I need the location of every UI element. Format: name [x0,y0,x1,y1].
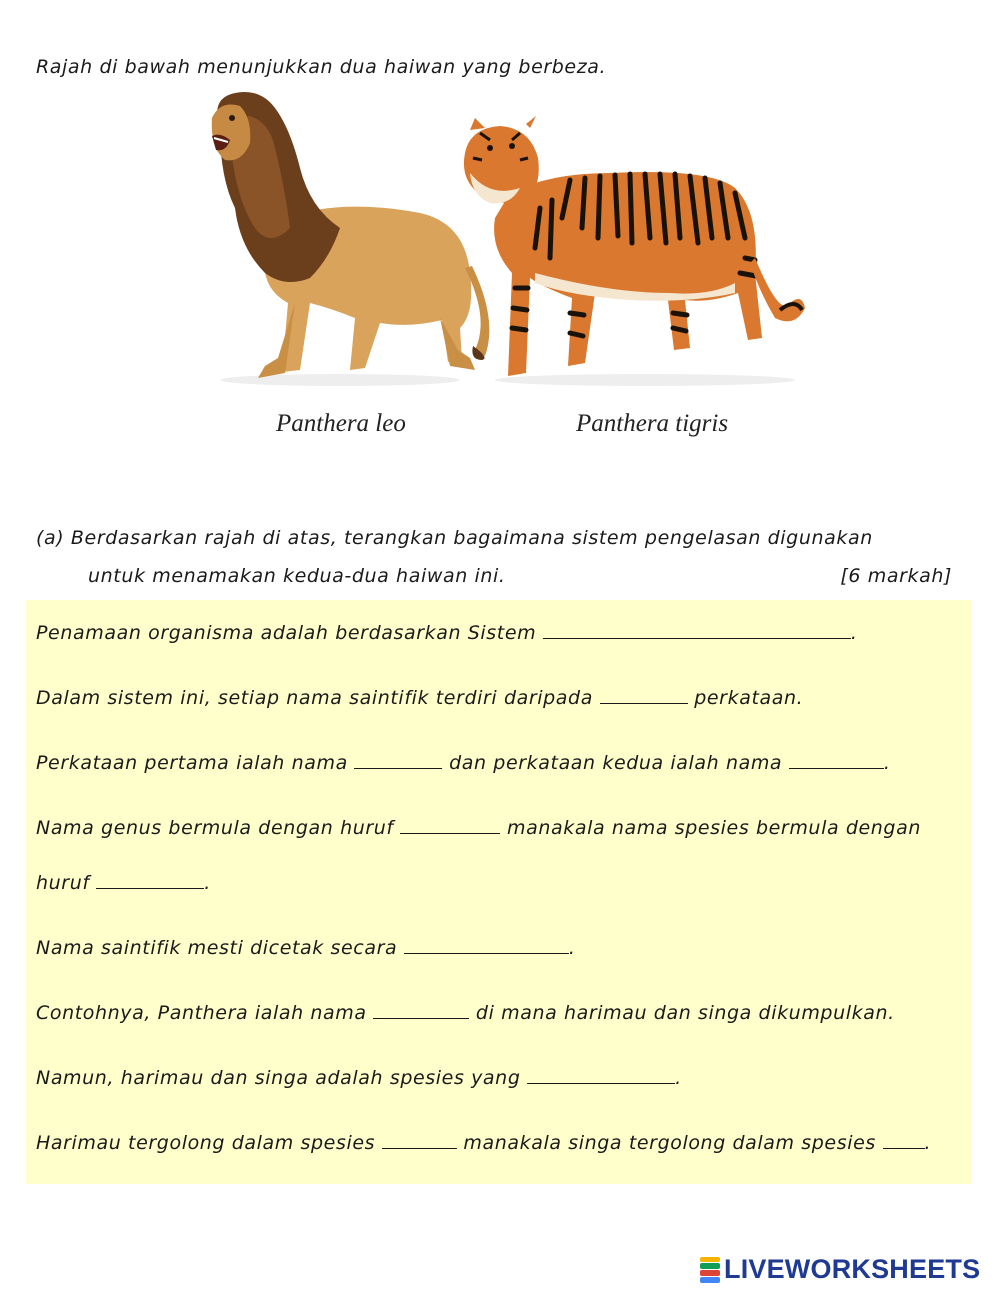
answer-sentence-3 [36,750,890,774]
blank-word-count[interactable] [600,685,688,704]
tiger-image [464,116,805,386]
answer-sentence-4 [36,815,921,839]
sentence-text: Dalam sistem ini, setiap nama saintifik terdiri daripada [36,687,593,709]
sentence-text: Nama saintifik mesti dicetak secara [36,937,398,959]
sentence-text: di mana harimau dan singa dikumpulkan. [475,1002,895,1024]
sentence-text: Nama genus bermula dengan huruf [36,817,394,839]
sentence-end: . [204,872,211,894]
sentence-text: dan perkataan kedua ialah nama [449,752,783,774]
answer-sentence-2 [36,685,803,709]
answer-sentence-7 [36,1065,682,1089]
blank-lion-species[interactable] [883,1130,925,1149]
blank-species-relation[interactable] [527,1065,675,1084]
sentence-text: huruf [36,872,90,894]
sentence-end: . [850,622,858,644]
logo-icon [700,1257,720,1283]
sentence-end: . [568,937,576,959]
question-line-2: untuk menamakan kedua-dua haiwan ini. [88,565,506,587]
tiger-caption: Panthera tigris [576,410,729,437]
sentence-end: . [675,1067,682,1089]
blank-sistem[interactable] [543,620,851,639]
sentence-end: . [924,1132,932,1154]
lion-caption: Panthera leo [276,410,406,437]
answer-sentence-8 [36,1130,931,1154]
answer-sentence-6 [36,1000,895,1024]
animals-figure [190,88,810,388]
sentence-end: . [883,752,891,774]
blank-species-letter[interactable] [96,870,204,889]
blank-first-word[interactable] [354,750,442,769]
intro-text: Rajah di bawah menunjukkan dua haiwan yang berbeza. [36,56,607,78]
blank-tiger-species[interactable] [382,1130,457,1149]
sentence-text: Harimau tergolong dalam spesies [36,1132,376,1154]
answer-sentence-5 [36,935,576,959]
logo-text: LIVEWORKSHEETS [724,1254,981,1284]
sentence-text: Namun, harimau dan singa adalah spesies yang [36,1067,521,1089]
answer-sentence-4-cont [36,870,211,894]
blank-panthera-rank[interactable] [373,1000,469,1019]
answer-sentence-1 [36,620,858,644]
question-marks: [6 markah] [840,565,952,587]
sentence-text: manakala nama spesies bermula dengan [506,817,921,839]
question-line-1: (a) Berdasarkan rajah di atas, terangkan bagaimana sistem pengelasan digunakan [36,527,873,549]
sentence-text: perkataan. [694,687,804,709]
blank-second-word[interactable] [789,750,884,769]
sentence-text: Contohnya, Panthera ialah nama [36,1002,367,1024]
blank-print-style[interactable] [404,935,569,954]
sentence-text: Perkataan pertama ialah nama [36,752,348,774]
answer-box [26,600,971,1184]
blank-genus-letter[interactable] [400,815,500,834]
liveworksheets-logo[interactable] [700,1254,980,1285]
sentence-text: Penamaan organisma adalah berdasarkan Sistem [36,622,537,644]
lion-image [212,92,490,386]
sentence-text: manakala singa tergolong dalam spesies [463,1132,876,1154]
